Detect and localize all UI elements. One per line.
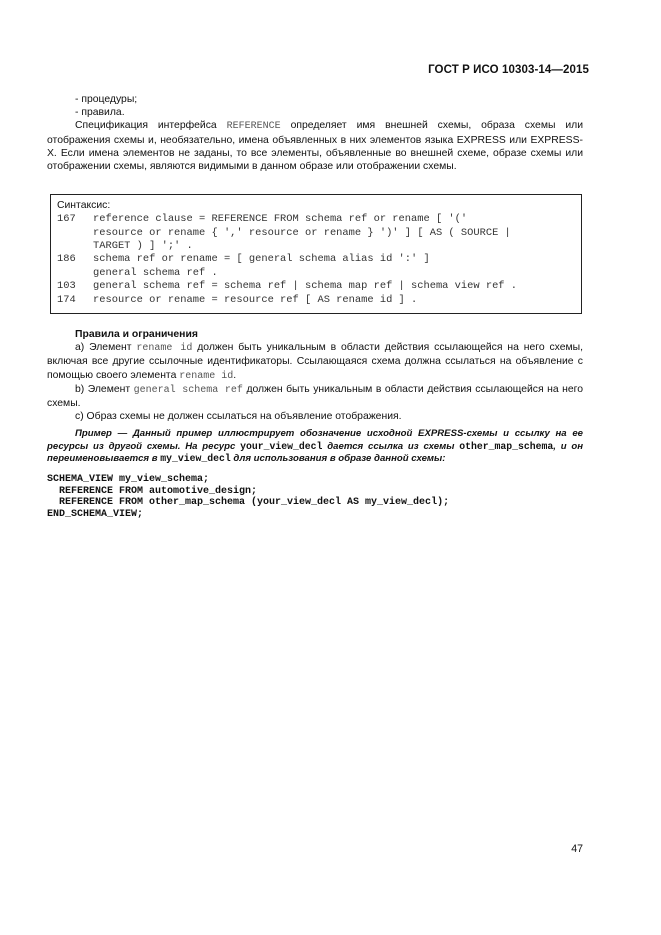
code-line: REFERENCE FROM other_map_schema (your_view_decl AS my_view_decl); [47,497,450,509]
list-item-procedures: - процедуры; [75,94,138,105]
rule-b-start: b) Элемент [75,383,131,395]
example-text-3: , и он переименовывается в [47,440,584,464]
example-paragraph [47,428,583,465]
general-schema-ref-code: general schema ref [133,384,243,396]
rule-text: schema ref or rename = [ general schema alias id ':' ] [93,253,430,266]
example-code-3: my_view_decl [160,452,231,464]
syntax-title: Синтаксис: [57,200,111,212]
rule-a [47,341,583,383]
syntax-line [57,280,575,293]
rule-number: 103 [57,280,76,293]
rule-number: 167 [57,213,76,226]
rule-a-end: . [233,369,237,381]
rule-text: general schema ref = schema ref | schema map ref | schema view ref . [93,280,518,293]
rule-text: general schema ref . [93,266,218,279]
page-number: 47 [571,843,583,855]
intro-text-end: определяет имя внешней схемы, образа схемы или отображения схемы и, необязательно, имена объявленных в них элементов языка EXPRESS или EXPRESS-X. Если имена элементов не заданы, то все элементы, объявленные во внешней схеме, образе схемы или отображении схемы, являются видимыми в данном образе или отображении схемы. [47,120,584,173]
syntax-line [57,227,575,240]
syntax-line [57,213,575,226]
code-line: REFERENCE FROM automotive_design; [47,485,258,497]
page-content [47,93,583,520]
rename-id-code: rename id [179,370,234,382]
intro-text-start: Спецификация интерфейса [75,120,217,132]
rule-text: TARGET ) ] ';' . [93,240,193,253]
example-code-1: your_view_decl [240,440,323,452]
syntax-box [50,194,582,314]
list-item-rules: - правила. [75,107,125,119]
rule-text: resource or rename { ',' resource or rename } ')' ] [ AS ( SOURCE | [93,226,511,239]
rules-heading: Правила и ограничения [75,329,198,341]
example-text-1: Пример — Данный пример иллюстрирует обозначение исходной EXPRESS-схемы и ссылку на ее ресурсы из другой схемы. На ресурс [47,428,583,452]
standard-header: ГОСТ Р ИСО 10303-14—2015 [428,64,589,76]
example-code-2: other_map_schema [459,440,554,452]
rule-b-text: должен быть уникальным в области действия ссылающейся на него схемы. [47,383,583,410]
example-text-4: для использования в образе данной схемы: [233,452,446,464]
rule-text: resource or rename = resource ref [ AS rename id ] . [93,293,418,306]
code-block [47,474,583,520]
example-text-2: дается ссылка из схемы [327,440,455,452]
rule-a-text: должен быть уникальным в области действия ссылающейся на него схемы, включая все другие ссылочные идентификаторы. Ссылающаяся схема должна ссылаться на объявление с помощью своего элемента [47,342,584,381]
rename-id-code: rename id [136,343,193,355]
rule-text: reference clause = REFERENCE FROM schema ref or rename [ '(' [93,213,468,226]
rule-number: 186 [57,253,76,266]
reference-keyword: REFERENCE [226,121,281,133]
rule-number: 174 [57,293,76,306]
code-line: SCHEMA_VIEW my_view_schema; [47,474,210,486]
rule-b [47,383,583,410]
intro-paragraph [47,119,583,173]
rule-c: с) Образ схемы не должен ссылаться на объявление отображения. [75,411,402,423]
syntax-line [57,294,575,307]
syntax-line [57,240,575,253]
syntax-line [57,253,575,266]
rule-a-start: а) Элемент [75,342,132,354]
syntax-line [57,267,575,280]
code-line: END_SCHEMA_VIEW; [47,508,144,520]
